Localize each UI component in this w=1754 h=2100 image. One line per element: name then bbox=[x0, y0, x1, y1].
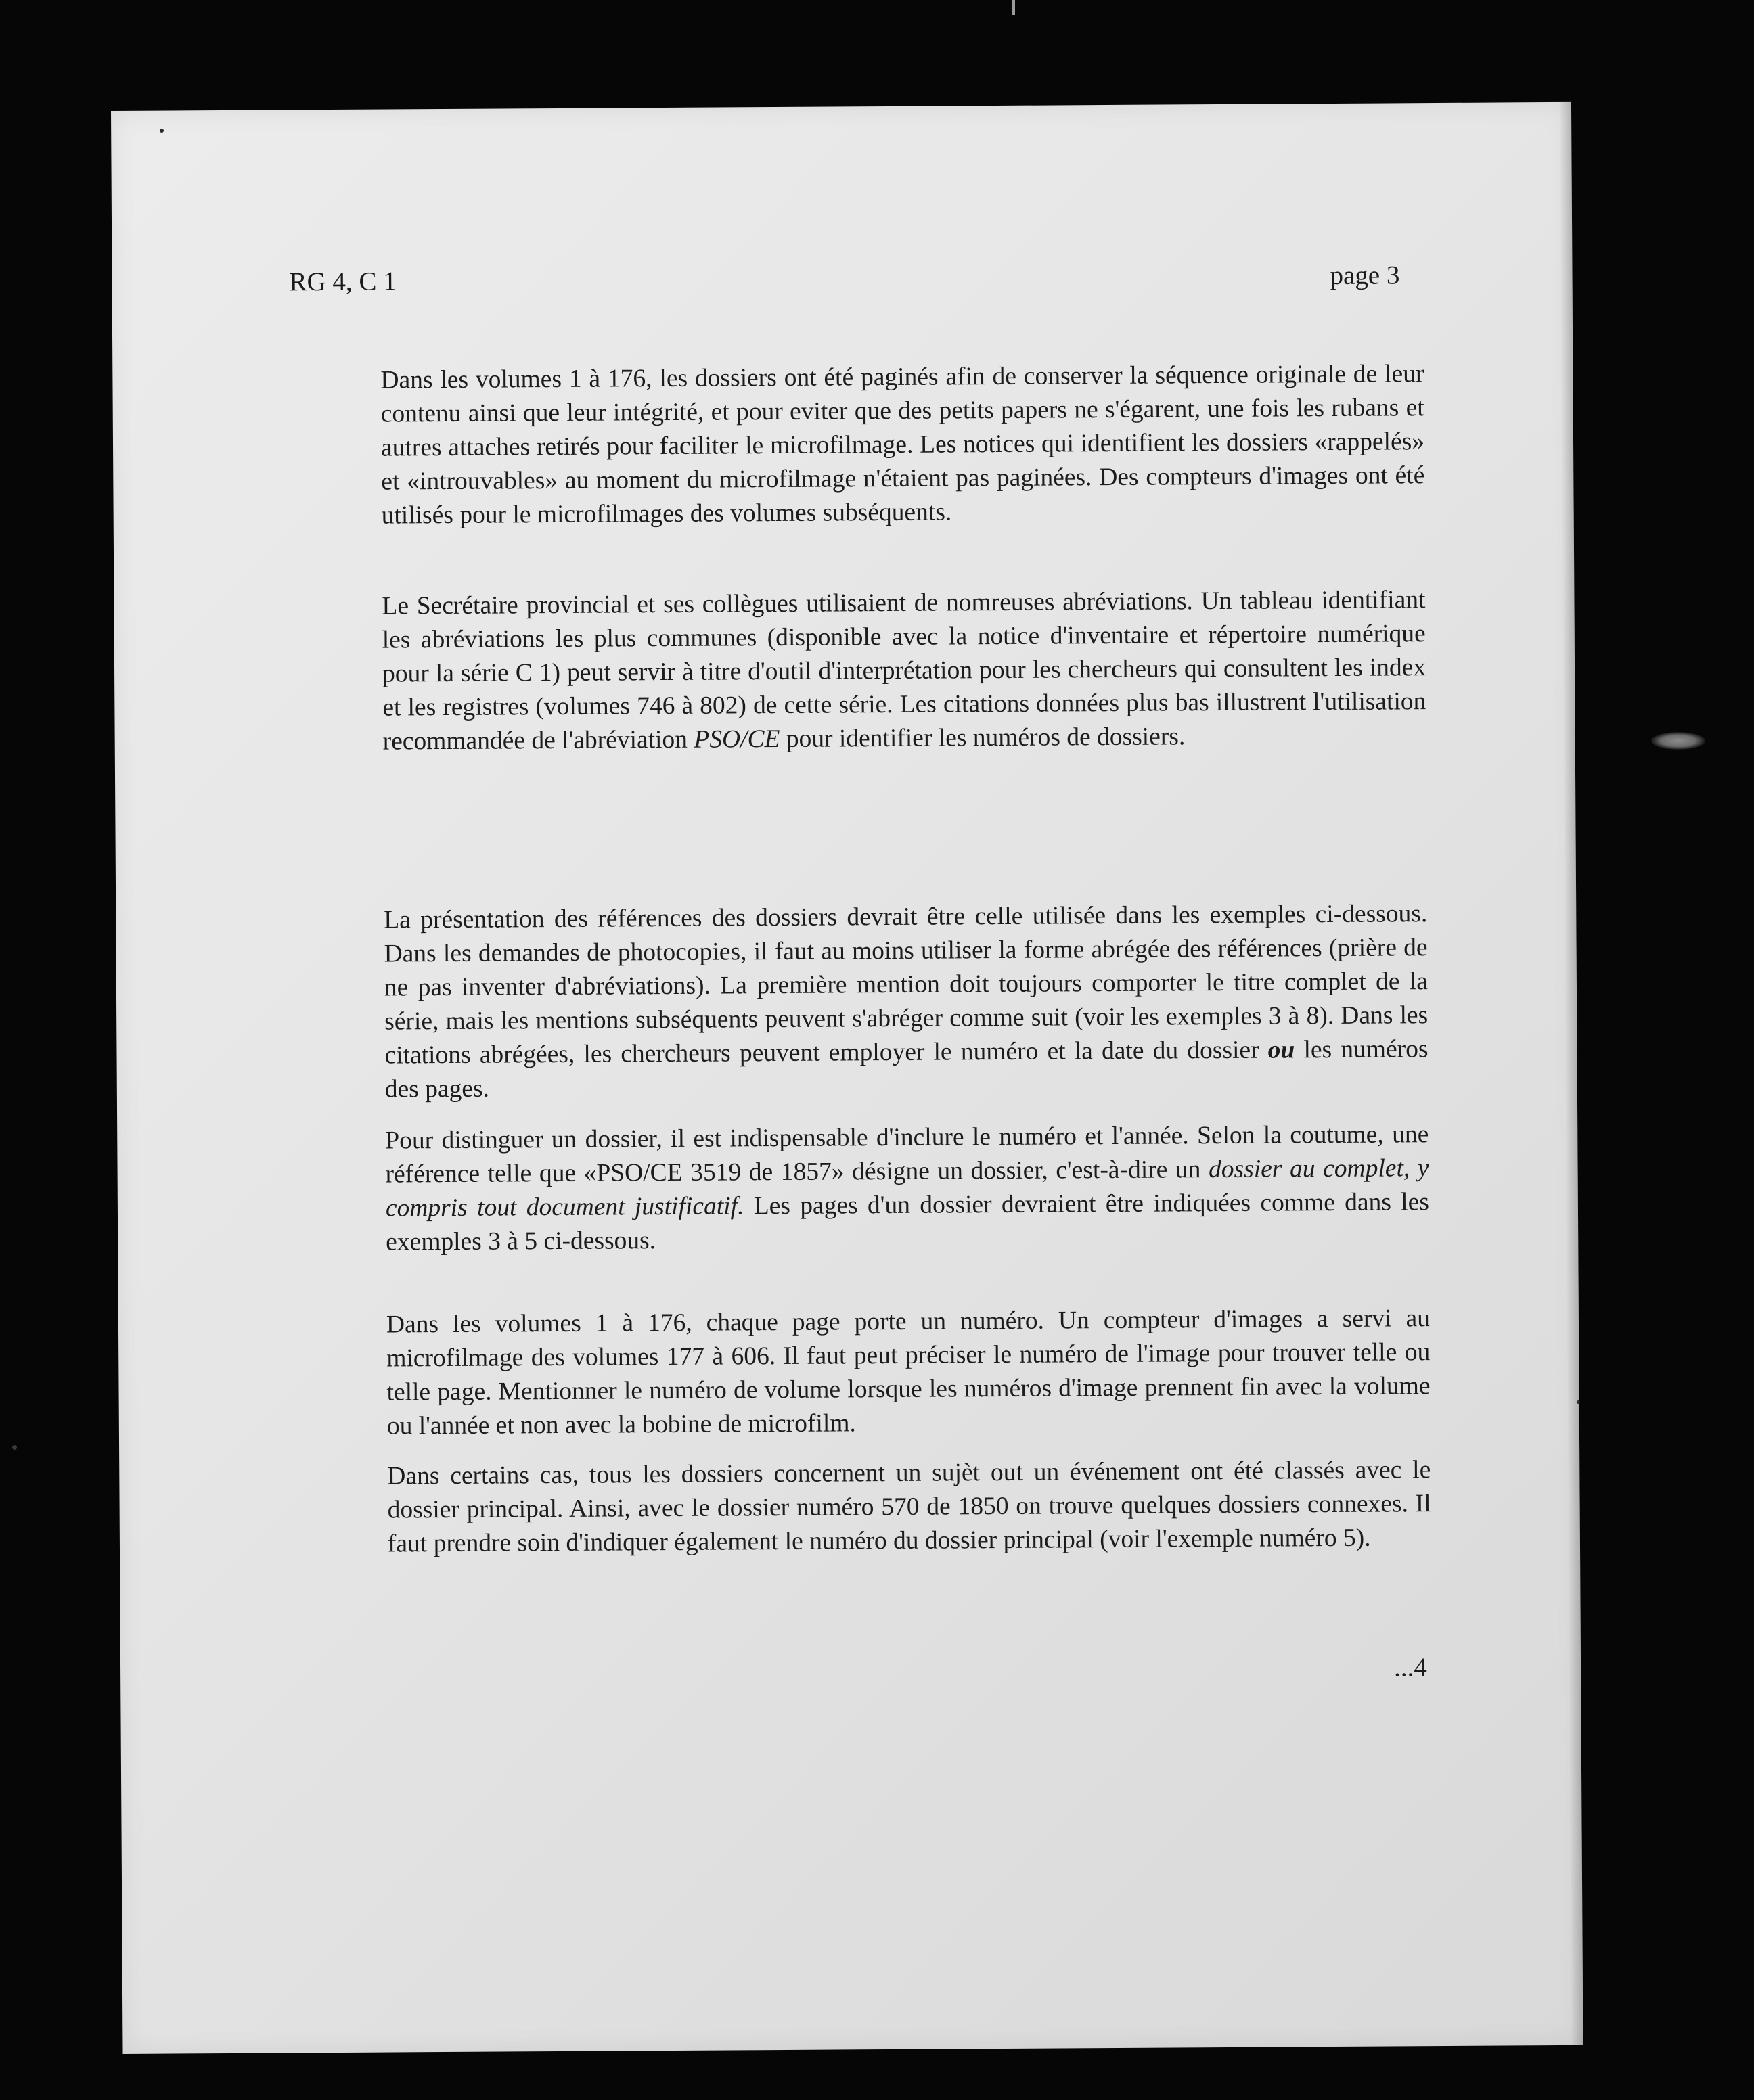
page-number: page 3 bbox=[1330, 260, 1400, 290]
italic-emphasis: ou bbox=[1267, 1036, 1295, 1064]
paragraph-text bbox=[382, 583, 1426, 758]
paragraph-references bbox=[384, 897, 1429, 1106]
text-run: La présentation des références des dossiers devrait être celle utilisée dans les exemples ci-dessous. Dans les demandes de photocopies, il faut au moins utiliser la forme abrégée des références (prière de ne pas inventer d'abréviations). La première mention doit toujours comporter le titre complet de la série, mais les mentions subséquents peuvent s'abréger comme suit (voir les exemples 3 à 8). Dans les citations abrégées, les chercheurs peuvent employer le numéro et la date du dossier bbox=[384, 900, 1429, 1070]
paragraph-distinguish bbox=[385, 1118, 1429, 1259]
dust-speck bbox=[12, 1445, 17, 1450]
paragraph-text: Dans les volumes 1 à 176, chaque page porte un numéro. Un compteur d'images a servi au microfilmage des volumes 177 à 606. Il faut peut préciser le numéro de l'image pour trouver telle ou telle page. Mentionner le numéro de volume lorsque les numéros d'image prennent fin avec la volume ou l'année et non avec la bobine de microfilm. bbox=[386, 1304, 1431, 1440]
paragraph-text: Dans certains cas, tous les dossiers concernent un sujèt out un événement ont été classés avec le dossier principal. Ainsi, avec le dossier numéro 570 de 1850 on trouve quelques dossiers connexes. Il faut prendre soin d'indiquer également le numéro du dossier principal (voir l'exemple numéro 5). bbox=[387, 1456, 1431, 1558]
continued-marker: ...4 bbox=[1393, 1653, 1427, 1683]
document-page bbox=[111, 102, 1583, 2054]
italic-emphasis: dossier au complet, y compris tout document justificatif. bbox=[385, 1154, 1429, 1223]
page-edge-shadow bbox=[1559, 102, 1583, 2045]
paragraph-abbreviations bbox=[382, 583, 1426, 758]
paragraph-text bbox=[385, 1118, 1429, 1259]
paragraph-text: Dans les volumes 1 à 176, les dossiers ont été paginés afin de conserver la séquence originale de leur contenu ainsi que leur intégrité, et pour eviter que des petits papers ne s'égarent, une fois les rubans et autres attaches retirés pour faciliter le microfilmage. Les notices qui identifient les dossiers «rappelés» et «introuvables» au moment du microfilmage n'étaient pas paginées. Des compteurs d'images ont été utilisés pour le microfilmages des volumes subséquents. bbox=[380, 360, 1425, 530]
film-edge-mark bbox=[1012, 0, 1015, 15]
paragraph-pagination bbox=[380, 357, 1424, 532]
italic-abbreviation: PSO/CE bbox=[694, 725, 780, 754]
dust-speck bbox=[160, 129, 164, 133]
text-run: les numéros des pages. bbox=[384, 1035, 1429, 1103]
paragraph-image-counter bbox=[386, 1302, 1431, 1443]
film-artifact-mark bbox=[1651, 732, 1705, 750]
dust-speck bbox=[1577, 1400, 1580, 1404]
text-run: Pour distinguer un dossier, il est indispensable d'inclure le numéro et l'année. Selon la coutume, une référence telle que «PSO/CE 3519 de 1857» désigne un dossier, c'est-à-dire un bbox=[385, 1120, 1429, 1189]
text-run: Le Secrétaire provincial et ses collègues utilisaient de nomreuses abréviations. Un tableau identifiant les abréviations les plus communes (disponible avec la notice d'inventaire et répertoire numérique pour la série C 1) peut servir à titre d'outil d'interprétation pour les chercheurs qui consultent les index et les registres (volumes 746 à 802) de cette série. Les citations données plus bas illustrent l'utilisation recommandée de l'abréviation bbox=[382, 586, 1426, 756]
text-run: Les pages d'un dossier devraient être indiquées comme dans les exemples 3 à 5 ci-dessous. bbox=[386, 1188, 1430, 1256]
paragraph-text bbox=[384, 897, 1429, 1106]
record-group-reference: RG 4, C 1 bbox=[289, 267, 397, 297]
text-run: pour identifier les numéros de dossiers. bbox=[780, 723, 1186, 753]
paragraph-related-files bbox=[387, 1453, 1431, 1561]
